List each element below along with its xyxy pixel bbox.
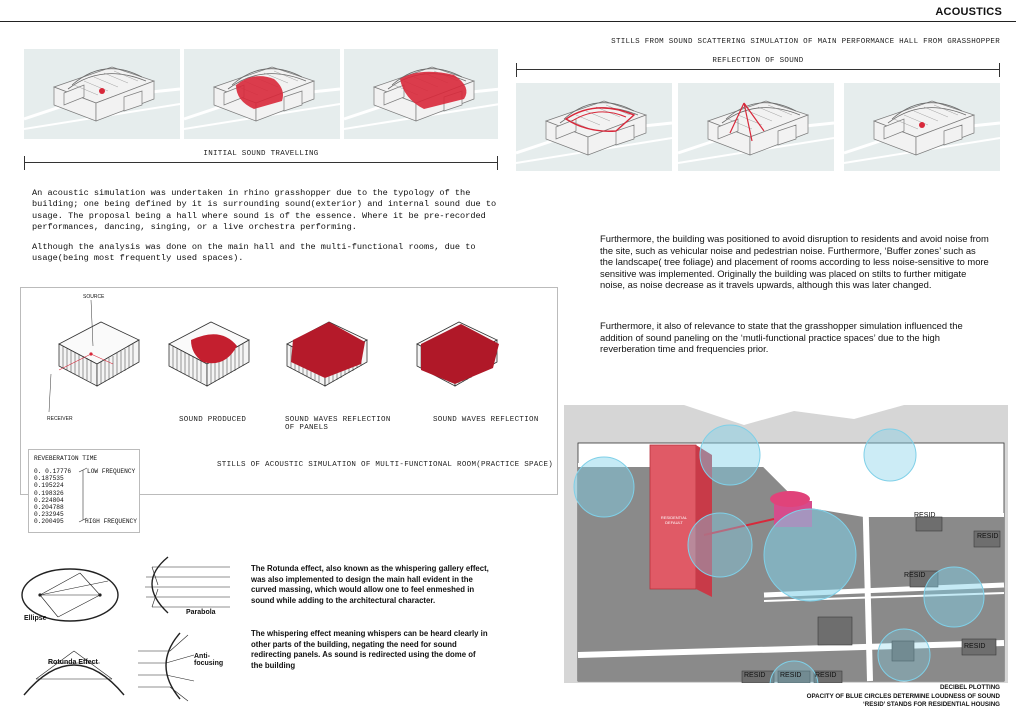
page-title: ACOUSTICS	[935, 6, 1002, 18]
rev-value: 0.232945	[34, 511, 64, 519]
reflection-caption: REFLECTION OF SOUND	[712, 57, 804, 65]
rev-value: 0.195224	[34, 482, 64, 490]
resid-label: RESID	[744, 672, 766, 679]
rev-value: 0.204788	[34, 504, 64, 512]
parabola-label: Parabola	[186, 609, 216, 616]
site-map	[564, 405, 1008, 683]
high-frequency-label: HIGH FREQUENCY	[85, 518, 137, 525]
simulation-stills-title: STILLS FROM SOUND SCATTERING SIMULATION OF MAIN PERFORMANCE HALL FROM GRASSHOPPER	[611, 38, 1000, 46]
map-caption-line-1: DECIBEL PLOTTING	[939, 684, 1000, 691]
reverberation-values	[34, 468, 71, 526]
rev-value: 0. 0.17776	[34, 468, 72, 475]
rotunda-paragraph-2: The whispering effect meaning whispers can be heard clearly in other parts of the building, negating the need for sound redirecting panels. As sound is redirected using the dome of the building	[251, 629, 488, 670]
resid-label: RESID	[904, 572, 926, 579]
site-paragraph-1: Furthermore, the building was positioned to avoid disruption to residents and avoid noise from the site, such as vehicular noise and pedestrian noise. Furthermore, ‘Buffer zones’ such as the landscape( tree foliage) and placement of rooms according to less noise-sensitive to more sensitive was implemented. Originally the building was placed on stilts to further mitigate noise, as noise decrease as it travels upwards, although this was later changed.	[600, 233, 989, 290]
caption-reflection: SOUND WAVES REFLECTION	[433, 416, 539, 424]
rotunda-paragraph-1: The Rotunda effect, also known as the whispering gallery effect, was also implemented to design the main hall evident in the curved massing, which would allow one to feel enmeshed in sound while adding to the architectural character.	[251, 564, 489, 605]
practice-stills-caption: STILLS OF ACOUSTIC SIMULATION OF MULTI-FUNCTIONAL ROOM(PRACTICE SPACE)	[217, 461, 554, 469]
reverberation-title: REVEBERATION TIME	[34, 455, 98, 462]
rev-value: 0.198326	[34, 489, 64, 497]
anti-focusing-label: Anti- focusing	[194, 653, 224, 667]
low-frequency-label: LOW FREQUENCY	[87, 468, 136, 475]
resid-label: RESID	[914, 512, 936, 519]
receiver-label: RECEIVER	[47, 416, 73, 422]
site-paragraph-2: Furthermore, it also of relevance to state that the grasshopper simulation influenced the addition of sound paneling on the ‘mutli-functional practice spaces’ due to the high reverberation time and frequencies prior.	[600, 320, 963, 354]
intro-paragraph-1: An acoustic simulation was undertaken in rhino grasshopper due to the typology of the building; one being defined by it is surrounding sound(exterior) and internal sound due to usage. The proposal being a hall where sound is of the essence. Where it be pre-recorded performances, dancing, singing, or a live orchestra performing.	[32, 188, 497, 232]
initial-sound-renders	[24, 49, 498, 139]
rotunda-label: Rotunda Effect	[48, 659, 98, 666]
resid-label: RESID	[964, 643, 986, 650]
tower-label: RESIDENTIAL DEFAULT	[660, 515, 688, 525]
map-caption	[700, 684, 1000, 710]
resid-label: RESID	[780, 672, 802, 679]
initial-sound-caption: INITIAL SOUND TRAVELLING	[203, 150, 319, 158]
initial-bracket	[24, 162, 498, 163]
rev-value: 0.224804	[34, 496, 64, 504]
rev-value: 0.200495	[34, 518, 64, 526]
reflection-bracket	[516, 69, 1000, 70]
caption-sound-produced: SOUND PRODUCED	[179, 416, 247, 424]
reverberation-table	[28, 449, 140, 533]
map-caption-line-2: OPACITY OF BLUE CIRCLES DETERMINE LOUDNESS OF SOUND	[806, 692, 1000, 700]
source-label: SOURCE	[83, 294, 105, 300]
caption-reflection-panels: SOUND WAVES REFLECTION OF PANELS	[285, 416, 391, 432]
rotunda-diagrams	[18, 555, 236, 705]
resid-label: RESID	[815, 672, 837, 679]
resid-label: RESID	[977, 533, 999, 540]
intro-paragraph-2: Although the analysis was done on the main hall and the multi-functional rooms, due to usage(being most frequently used spaces).	[32, 242, 476, 264]
ellipse-label: Ellipse	[24, 615, 47, 622]
reflection-renders	[516, 83, 1002, 171]
rev-value: 0.187535	[34, 475, 64, 483]
header-rule	[0, 21, 1016, 22]
map-caption-line-3: ‘RESID’ STANDS FOR RESIDENTIAL HOUSING	[863, 701, 1000, 709]
